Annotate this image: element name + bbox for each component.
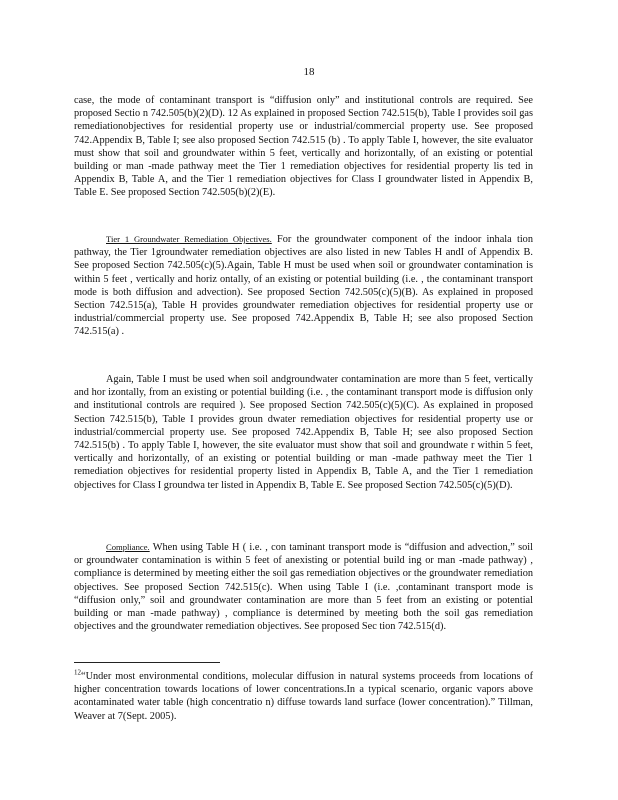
paragraph-compliance [74,541,533,633]
paragraph-text-groundwater: For the groundwater component of the indoor inhala tion pathway, the Tier 1groundwater remediation objectives are also listed in new Tables H andI of Appendix B. See proposed Section 742.505(c)(5).Again, Table H must be used when soil or groundwater contamination is within 5 feet , vertically and horiz ontally, of an existing or potential building (i.e. , the contaminant transport mode is both diffusion and advection). See proposed Section 742.505(c)(5)(B). As explained in proposed Section 742.515(a), Table H provides groundwater remediation objectives for residential property use or industrial/commercial property use. See proposed 742.Appendix B, Table H; see also proposed Section 742.515(a) . [74,234,533,338]
page-number: 18 [303,66,315,78]
paragraph-table-i: Again, Table I must be used when soil andgroundwater contamination are more than 5 feet, vertically and hor izontally, from an existing or potential building (i.e. , the contaminant transport mode is diffusion only and institutional controls are required ). See proposed Section 742.505(c)(5)(C). As explained in proposed Section 742.515(b), Table I provides groun dwater remediation objectives for residential property use or industrial/commercial property use. See proposed 742.Appendix B, Table H; see also proposed Section 742.515(b) . To apply Table I, however, the site evaluator must show that soil and groundwate r within 5 feet, vertically and horizontally, of an existing or potential building or man -made pathway meet the Tier 1 remediation objectives for residential property listed in Appendix B, Table A, and the Tier 1 remediation objectives for Class I groundwa ter listed in Appendix B, Table E. See proposed Section 742.505(c)(5)(D). [74,374,533,491]
footnote-marker: 12 [74,668,81,677]
paragraph-tier1-groundwater [74,233,533,339]
section-heading-compliance: Compliance. [106,542,150,552]
paragraph-tier1-soil-gas: case, the mode of contaminant transport is “diffusion only” and institutional controls are required. See proposed Sectio n 742.505(b)(2)(D). 12 As explained in proposed Section 742.515(b), Table I provides soil gas remediationobjectives for residential property use or industrial/commercial property use. See proposed 742.Appendix B, Table I; see also proposed Section 742.515 (b) . To apply Table I, however, the site evaluator must show that soil and groundwater within 5 feet, vertically and horizontally, of an existing or potential building or man -made pathway meet the Tier 1 remediation objectives for residential property lis ted in Appendix B, Table A, and the Tier 1 remediation objectives for Class I groundwater listed in Appendix B, Table E. See proposed Section 742.505(b)(2)(E). [74,95,533,199]
footnote-divider [74,662,220,663]
section-heading-groundwater: Tier 1 Groundwater Remediation Objectives. [106,234,272,244]
footnote [74,670,533,723]
footnote-text: “Under most environmental conditions, molecular diffusion in natural systems proceeds from locations of higher concentration towards locations of lower concentrations.In a typical scenario, organic vapors above acontaminated water table (high concentratio n) diffuse towards land surface (lower concentration).” Tillman, Weaver at 7(Sept. 2005). [74,671,533,722]
paragraph-text-compliance: When using Table H ( i.e. , con taminant transport mode is “diffusion and advection,” soil or groundwater contamination is within 5 feet of anexisting or potential build ing or man -made pathway) , compliance is determined by meeting either the soil gas remediation objectives or the groundwater remediation objectives. See proposed Section 742.515(c). When using Table I (i.e. ,contaminant transport mode is “diffusion only,” soil and groundwater contamination are more than 5 feet from an existing or potential building or man -made pathway) , compliance is determined by meeting both the soil gas remediation objectives and the groundwater remediation objectives. See proposed Sec tion 742.515(d). [74,542,533,633]
